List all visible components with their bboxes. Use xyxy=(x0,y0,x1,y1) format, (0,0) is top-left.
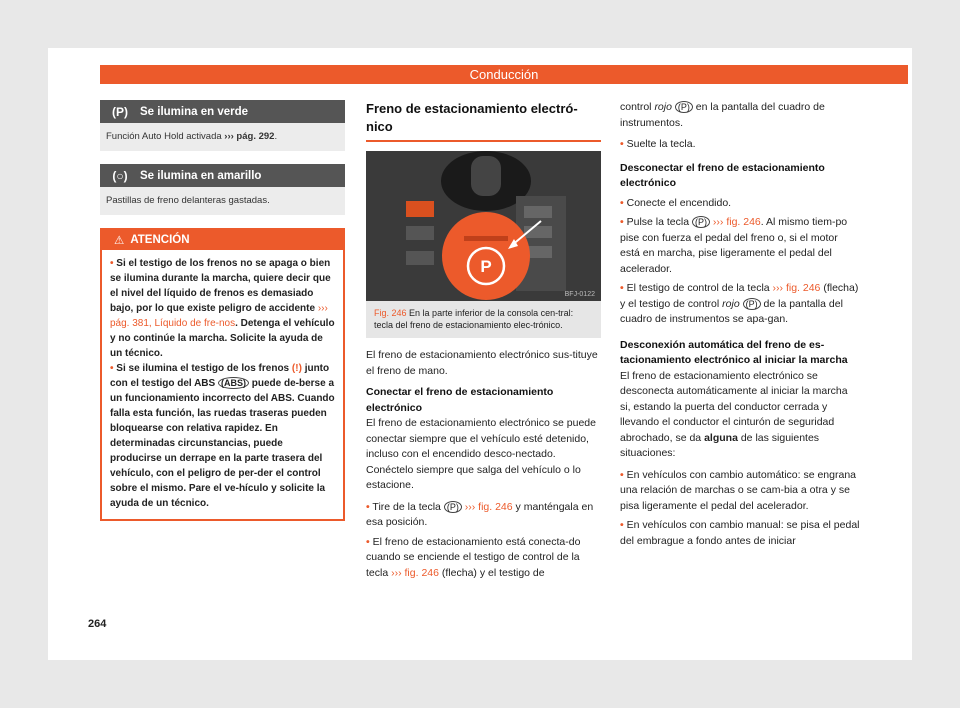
bullet-icon: • xyxy=(366,500,370,513)
bullet-icon: • xyxy=(110,363,114,374)
lamp-yellow-title: Se ilumina en amarillo xyxy=(140,169,262,182)
cont-b: en la pantalla del cuadro de instrumentos. xyxy=(620,101,825,129)
figure-number: Fig. 246 xyxy=(374,308,407,318)
disconnect-b2-a: Pulse la tecla xyxy=(626,216,690,228)
bullet-icon: • xyxy=(620,196,624,209)
bullet-icon: • xyxy=(620,519,624,531)
lamp-yellow-text: Pastillas de freno delanteras gastadas. xyxy=(106,195,270,206)
lamp-green-ref[interactable]: ››› pág. 292 xyxy=(224,131,275,142)
right-column xyxy=(620,100,860,553)
continued-text xyxy=(620,100,860,131)
warning-title: ATENCIÓN xyxy=(130,234,190,246)
warning-text-1a: Si el testigo de los frenos no se apaga o bien se ilumina durante la marcha, quiere decir que el nivel del líquido de frenos es demasiado bajo, por lo que existe peligro de accidente xyxy=(110,258,331,314)
warning-header xyxy=(102,230,343,250)
bullet-icon: • xyxy=(620,282,624,294)
auto-bullet-1 xyxy=(620,468,860,515)
auto-text xyxy=(620,369,860,462)
warning-ref-1[interactable]: ››› pág. 381, Líquido de fre-nos xyxy=(110,303,328,329)
warning-text-2b: junto con el testigo del ABS xyxy=(110,363,330,389)
figure-caption-text: En la parte inferior de la consola cen-tral: tecla del freno de estacionamiento elec-trónico. xyxy=(374,308,574,330)
lamp-green-header xyxy=(100,100,345,123)
console-photo xyxy=(366,151,601,301)
lamp-green-title: Se ilumina en verde xyxy=(140,105,249,118)
auto-b2: En vehículos con cambio manual: se pisa el pedal del embrague a fondo antes de iniciar xyxy=(620,519,860,547)
connect-bullet-2 xyxy=(366,535,601,582)
disconnect-b2-ref[interactable]: ››› fig. 246 xyxy=(712,216,761,228)
disconnect-b3-b: (flecha) y el testigo de control xyxy=(620,282,859,310)
figure-caption xyxy=(366,301,601,338)
connect-text: El freno de estacionamiento electrónico se puede conectar siempre que el vehículo esté detenido, incluso con el encendido desco-nectado. Conéctelo siempre que salga del vehículo o lo estacione. xyxy=(366,417,596,491)
lamp-yellow-body xyxy=(100,187,345,215)
disconnect-title: Desconectar el freno de estacionamiento electrónico xyxy=(620,161,825,189)
bullet-icon: • xyxy=(366,535,370,548)
brake-warning-icon: (!) xyxy=(291,363,302,374)
parking-lamp-icon: (P) xyxy=(675,101,693,113)
cont-rojo: rojo xyxy=(654,101,672,113)
lamp-green-text: Función Auto Hold activada xyxy=(106,131,222,142)
brake-pad-icon: (○) xyxy=(112,168,128,183)
title-rule xyxy=(366,140,601,142)
auto-text-b: de las siguientes situaciones: xyxy=(620,431,820,459)
warning-text-1b: . Detenga el vehículo y no continúe la marcha. Solicite la ayuda de un técnico. xyxy=(110,318,335,359)
auto-title: Desconexión automática del freno de es-tacionamiento electrónico al iniciar la marcha xyxy=(620,338,848,366)
auto-text-bold: alguna xyxy=(704,431,738,444)
parking-key-icon: (P) xyxy=(692,216,710,228)
connect-b2-ref[interactable]: ››› fig. 246 xyxy=(391,566,439,579)
warning-text-2a: Si se ilumina el testigo de los frenos xyxy=(116,363,290,374)
connect-b1-b: y manténgala en esa posición. xyxy=(366,500,594,528)
disconnect-b3-rojo: rojo xyxy=(722,297,740,310)
connect-b2-b: (flecha) y el testigo de xyxy=(441,566,545,579)
left-column xyxy=(100,100,345,521)
disconnect-b3-ref[interactable]: ››› fig. 246 xyxy=(772,282,821,294)
figure-246 xyxy=(366,151,601,338)
connect-bullet-1 xyxy=(366,500,601,531)
middle-column xyxy=(366,100,601,585)
intro-text: El freno de estacionamiento electrónico sus-tituye el freno de mano. xyxy=(366,349,598,377)
connect-b1-ref[interactable]: ››› fig. 246 xyxy=(464,500,513,513)
connect-bullet-3 xyxy=(620,137,860,153)
parking-lamp-icon: (P) xyxy=(112,104,128,119)
auto-text-a: El freno de estacionamiento electrónico se desconecta automáticamente al iniciar la marcha si, estando la puerta del conductor cerrada y llevando el conductor el cinturón de seguridad abrochado, se da xyxy=(620,369,848,444)
disconnect-b2-b: . Al mismo tiem-po pise con fuerza el pedal del freno o, si el motor está en marcha, pise ligeramente el pedal del acelerador. xyxy=(620,216,848,275)
warning-box xyxy=(100,228,345,521)
abs-icon: (ABS) xyxy=(218,377,249,389)
bullet-icon: • xyxy=(110,258,114,269)
bullet-icon: • xyxy=(620,216,624,228)
disconnect-bullet-1 xyxy=(620,196,860,212)
parking-key-icon: (P) xyxy=(444,501,462,513)
connect-b1-a: Tire de la tecla xyxy=(372,500,441,513)
cont-a: control xyxy=(620,101,652,113)
connect-b3: Suelte la tecla. xyxy=(626,138,696,150)
disconnect-b3-a: El testigo de control de la tecla xyxy=(626,282,770,294)
bullet-icon: • xyxy=(620,468,624,481)
connect-title: Conectar el freno de estacionamiento electrónico xyxy=(366,386,554,414)
disconnect-b3-c: de la pantalla del cuadro de instrumentos se apa-gan. xyxy=(620,297,843,325)
chapter-header: Conducción xyxy=(100,65,908,84)
disconnect-bullet-3 xyxy=(620,281,860,328)
lamp-green-after: . xyxy=(274,131,278,142)
warning-text-2c: puede de-berse a un funcionamiento incorrecto del ABS. Cuando falla esta función, las ruedas traseras pueden bloquearse con relativa rapidez. En determinadas circunstancias, puede producirse un derrape en la parte trasera del vehículo, con el peligro de per-der el control sobre el mismo. Pare el ve-hículo y solicite la ayuda de un técnico. xyxy=(110,378,335,509)
warning-body xyxy=(102,250,343,519)
disconnect-b1: Conecte el encendido. xyxy=(626,196,732,209)
connect-b2-a: El freno de estacionamiento está conecta-do cuando se enciende el testigo de control de la tecla xyxy=(366,535,581,579)
page-number: 264 xyxy=(88,618,107,630)
lamp-green-body xyxy=(100,123,345,151)
page xyxy=(48,48,912,660)
disconnect-bullet-2 xyxy=(620,215,860,277)
parking-lamp-icon: (P) xyxy=(743,298,761,310)
svg-text:P: P xyxy=(480,257,492,276)
auto-bullet-2 xyxy=(620,518,860,549)
auto-b1: En vehículos con cambio automático: se engrana una relación de marchas o se cam-bia a otra y se pisa ligeramente el pedal del acelerador. xyxy=(620,468,856,512)
figure-code: BFJ-0122 xyxy=(564,291,595,298)
warning-triangle-icon: ⚠ xyxy=(114,235,125,247)
section-title: Freno de estacionamiento electró-nico xyxy=(366,101,578,134)
bullet-icon: • xyxy=(620,138,624,150)
lamp-yellow-header xyxy=(100,164,345,187)
